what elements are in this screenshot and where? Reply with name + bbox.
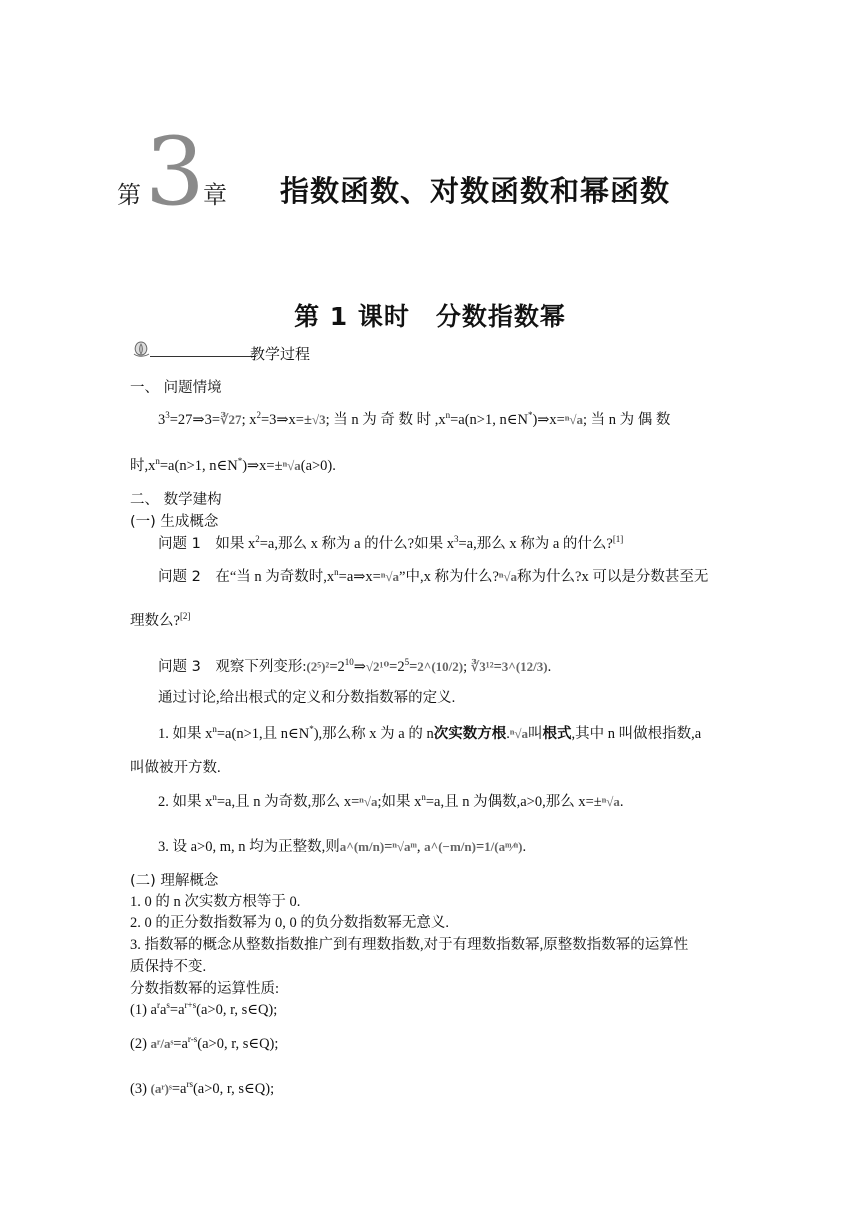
header-rule bbox=[150, 356, 256, 357]
chapter-title: 指数函数、对数函数和幂函数 bbox=[280, 174, 671, 208]
definition-1-cont: 叫做被开方数. bbox=[130, 760, 221, 776]
subsection-heading: (一) 生成概念 bbox=[130, 514, 219, 530]
section-heading: 一、 问题情境 bbox=[130, 380, 222, 396]
flower-icon bbox=[130, 340, 152, 360]
chapter-suffix: 章 bbox=[203, 181, 227, 209]
question-2-cont: 理数么?[2] bbox=[130, 611, 191, 629]
property-3: (3) $(aʳ)ˢ=a^{rs}(a>0$, r, s∈Q); bbox=[130, 1079, 275, 1097]
chapter-header bbox=[117, 118, 757, 235]
question-3: 问题 3 观察下列变形$:(2^5)^2=2^{10}\Rightarrow√2^{10}=2^5=2\^{}(10/2)$; ∛3¹²=3^(12/3). bbox=[158, 657, 552, 675]
paragraph-line: 质保持不变. bbox=[130, 959, 207, 975]
question-2: 问题 2 在“当 n 为奇数时$,x^n=a\Rightarrow x=^n√a$”中,x 称为什么?ⁿ√a称为什么?x 可以是分数甚至无 bbox=[158, 567, 709, 585]
section-heading: 二、 数学建构 bbox=[130, 492, 222, 508]
paragraph-line: 分数指数幂的运算性质: bbox=[130, 981, 280, 997]
subsection-heading: (二) 理解概念 bbox=[130, 873, 219, 889]
question-1: 问题 1 如果 $x^2=a$,那么 x 称为 a 的什么?如果 $x^3=a$,那么 x 称为 a 的什么?[1] bbox=[158, 534, 624, 552]
paragraph-line: 3. 指数幂的概念从整数指数推广到有理数指数,对于有理数指数幂,原整数指数幂的运算性 bbox=[130, 937, 689, 953]
lesson-title: 第 1 课时 分数指数幂 bbox=[294, 302, 566, 331]
chapter-number: 3 bbox=[145, 118, 205, 227]
paragraph-line: 时$,x^n=a(n>1$, n∈N*)⇒x=±ⁿ√a(a>0). bbox=[130, 456, 336, 474]
definition-1: 1. 如果 $x^n=a(n>1$,且 n∈N*),那么称 x 为 a 的 n次实数方根.ⁿ√a叫根式,其中 n 叫做根指数,a bbox=[158, 724, 702, 742]
paragraph-line: 1. 0 的 n 次实数方根等于 0. bbox=[130, 894, 301, 910]
definition-3: 3. 设 a>0, m, n 均为正整数,则a^(m/n)=ⁿ√aᵐ, a^(−m/n)=1/(aᵐ⁄ⁿ). bbox=[158, 839, 527, 855]
paragraph-line: 2. 0 的正分数指数幂为 0, 0 的负分数指数幂无意义. bbox=[130, 915, 449, 931]
property-2: (2) $aʳ/aˢ=a^{r-s}(a>0$, r, s∈Q); bbox=[130, 1034, 279, 1052]
paragraph-line: $3^3=27\Rightarrow 3=∛27$; $x^2=3\Rightarrow x=\pm√3$; 当 n 为 奇 数 时 $,x^n=a(n>1$, n∈N*)⇒x=ⁿ√a; 当 n 为 偶 数 bbox=[158, 410, 671, 428]
property-1: (1) $a^ra^s=a^{r+s}(a>0$, r, s∈Q); bbox=[130, 1000, 278, 1018]
teaching-label: 教学过程 bbox=[250, 345, 311, 363]
chapter-prefix: 第 bbox=[117, 181, 141, 209]
teaching-section-header bbox=[130, 340, 430, 366]
paragraph-line: 通过讨论,给出根式的定义和分数指数幂的定义. bbox=[158, 690, 456, 706]
definition-2: 2. 如果 $x^n=a$,且 n 为奇数,那么 x=ⁿ√a;如果 $x^n=a$,且 n 为偶数,a>0,那么 x=±ⁿ√a. bbox=[158, 792, 624, 810]
